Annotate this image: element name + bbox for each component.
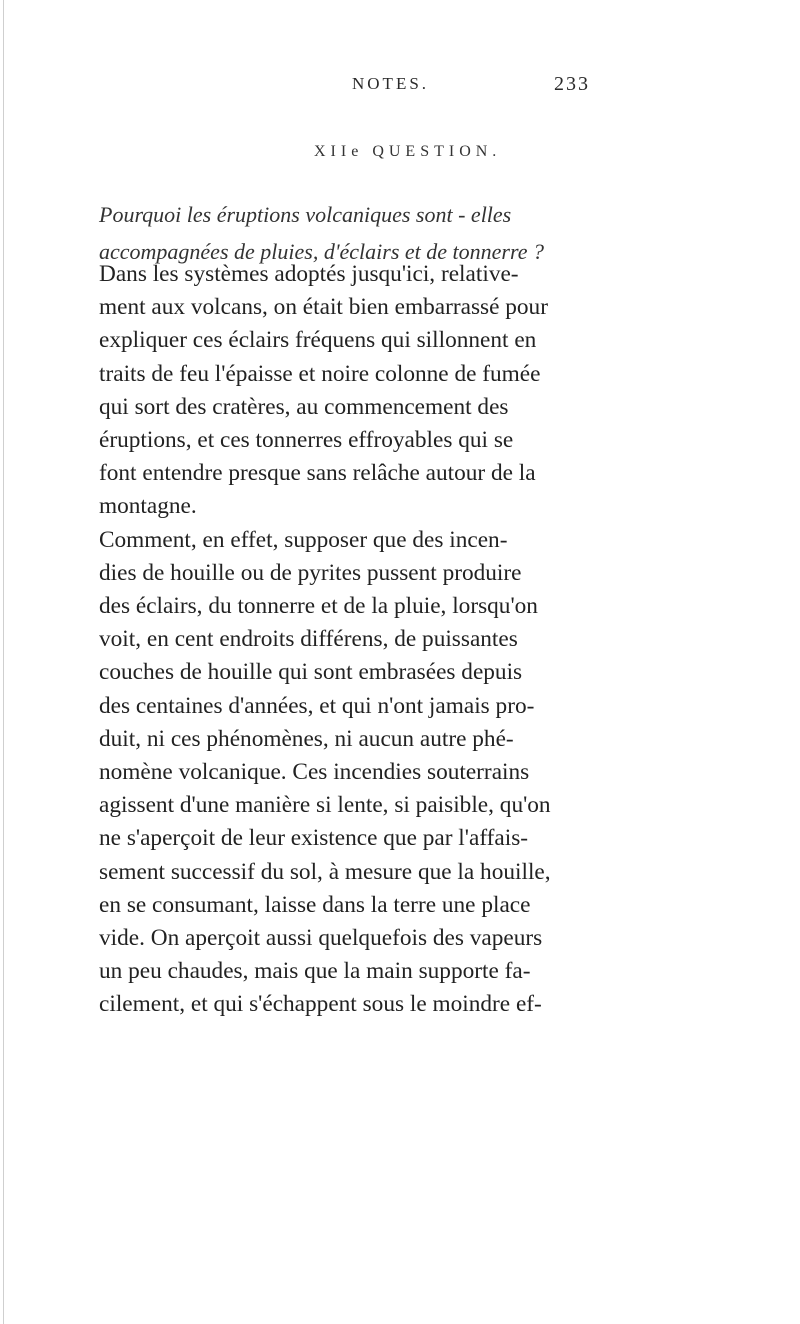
body-line: éruptions, et ces tonnerres effroyables qui se bbox=[99, 427, 514, 454]
body-line: ne s'aperçoit de leur existence que par l'affais- bbox=[99, 825, 529, 852]
body-line: un peu chaudes, mais que la main supporte fa- bbox=[99, 958, 531, 985]
question-title-line: accompagnées de pluies, d'éclairs et de tonnerre ? bbox=[99, 239, 544, 264]
body-line: sement successif du sol, à mesure que la houille, bbox=[99, 858, 551, 885]
body-line: cilement, et qui s'échappent sous le moindre ef- bbox=[99, 991, 542, 1018]
body-line: duit, ni ces phénomènes, ni aucun autre phé- bbox=[99, 725, 514, 752]
body-line: agissent d'une manière si lente, si paisible, qu'on bbox=[99, 792, 551, 819]
page-number: 233 bbox=[554, 73, 590, 95]
body-line: font entendre presque sans relâche autour de la bbox=[99, 460, 536, 487]
body-line: montagne. bbox=[99, 493, 197, 520]
body-line: Dans les systèmes adoptés jusqu'ici, relative- bbox=[99, 261, 519, 287]
page-edge-divider bbox=[3, 0, 4, 1324]
body-line: nomène volcanique. Ces incendies souterrains bbox=[99, 759, 530, 786]
question-heading: XIIe QUESTION. bbox=[314, 143, 502, 160]
running-title: NOTES. bbox=[352, 74, 430, 93]
body-text bbox=[99, 258, 659, 1022]
body-line: en se consumant, laisse dans la terre une place bbox=[99, 891, 531, 918]
body-line: des centaines d'années, et qui n'ont jamais pro- bbox=[99, 692, 535, 719]
body-line: qui sort des cratères, au commencement des bbox=[99, 393, 509, 420]
body-line: expliquer ces éclairs fréquens qui sillonnent en bbox=[99, 327, 537, 354]
body-line: couches de houille qui sont embrasées depuis bbox=[99, 659, 523, 686]
body-line: Comment, en effet, supposer que des incen- bbox=[99, 526, 508, 553]
body-line: traits de feu l'épaisse et noire colonne de fumée bbox=[99, 360, 541, 387]
body-line: vide. On aperçoit aussi quelquefois des vapeurs bbox=[99, 925, 543, 952]
body-line: voit, en cent endroits différens, de puissantes bbox=[99, 626, 518, 653]
body-line: des éclairs, du tonnerre et de la pluie, lorsqu'on bbox=[99, 593, 538, 620]
body-line: ment aux volcans, on était bien embarrassé pour bbox=[99, 294, 548, 321]
question-title-line: Pourquoi les éruptions volcaniques sont - elles bbox=[99, 202, 512, 227]
body-line: dies de houille ou de pyrites pussent produire bbox=[99, 559, 522, 586]
